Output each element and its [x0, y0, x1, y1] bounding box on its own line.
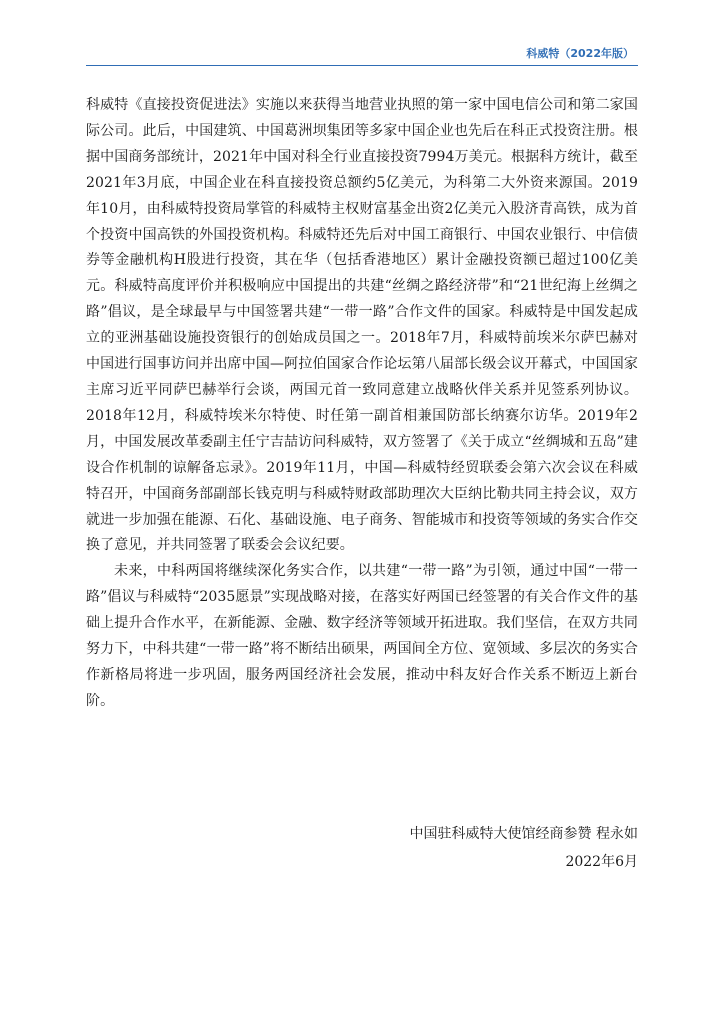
- signature-date: 2022年6月: [565, 854, 638, 870]
- page-header: [86, 41, 638, 66]
- body-paragraph-continued: 科威特《直接投资促进法》实施以来获得当地营业执照的第一家中国电信公司和第二家国际公司。此后，中国建筑、中国葛洲坝集团等多家中国企业也先后在科正式投资注册。根据中国商务部统计，2021年中国对科全行业直接投资7994万美元。根据科方统计，截至2021年3月底，中国企业在科直接投资总额约5亿美元，为科第二大外资来源国。2019年10月，由科威特投资局掌管的科威特主权财富基金出资2亿美元入股济青高铁，成为首个投资中国高铁的外国投资机构。科威特还先后对中国工商银行、中国农业银行、中信债券等金融机构H股进行投资，其在华（包括香港地区）累计金融投资额已超过100亿美元。科威特高度评价并积极响应中国提出的共建“丝绸之路经济带”和“21世纪海上丝绸之路”倡议，是全球最早与中国签署共建“一带一路”合作文件的国家。科威特是中国发起成立的亚洲基础设施投资银行的创始成员国之一。2018年7月，科威特前埃米尔萨巴赫对中国进行国事访问并出席中国—阿拉伯国家合作论坛第八届部长级会议开幕式，中国国家主席习近平同萨巴赫举行会谈，两国元首一致同意建立战略伙伴关系并见签系列协议。2018年12月，科威特埃米尔特使、时任第一副首相兼国防部长纳赛尔访华。2019年2月，中国发展改革委副主任宁吉喆访问科威特，双方签署了《关于成立“丝绸城和五岛”建设合作机制的谅解备忘录》。2019年11月，中国—科威特经贸联委会第六次会议在科威特召开，中国商务部副部长钱克明与科威特财政部助理次大臣纳比勒共同主持会议，双方就进一步加强在能源、石化、基础设施、电子商务、智能城市和投资等领域的务实合作交换了意见，并共同签署了联委会会议纪要。: [86, 97, 638, 554]
- running-title: 科威特（2022年版）: [526, 47, 634, 60]
- document-body: [86, 93, 638, 715]
- body-paragraph-closing: 未来，中科两国将继续深化务实合作，以共建“一带一路”为引领，通过中国“一带一路”倡议与科威特“2035愿景”实现战略对接，在落实好两国已经签署的有关合作文件的基础上提升合作水平，在新能源、金融、数字经济等领域开拓进取。我们坚信，在双方共同努力下，中科共建“一带一路”将不断结出硕果，两国间全方位、宽领域、多层次的务实合作新格局将进一步巩固，服务两国经济社会发展，推动中科友好合作关系不断迈上新台阶。: [86, 563, 638, 709]
- signature-author: 中国驻科威特大使馆经商参赞 程永如: [409, 826, 638, 842]
